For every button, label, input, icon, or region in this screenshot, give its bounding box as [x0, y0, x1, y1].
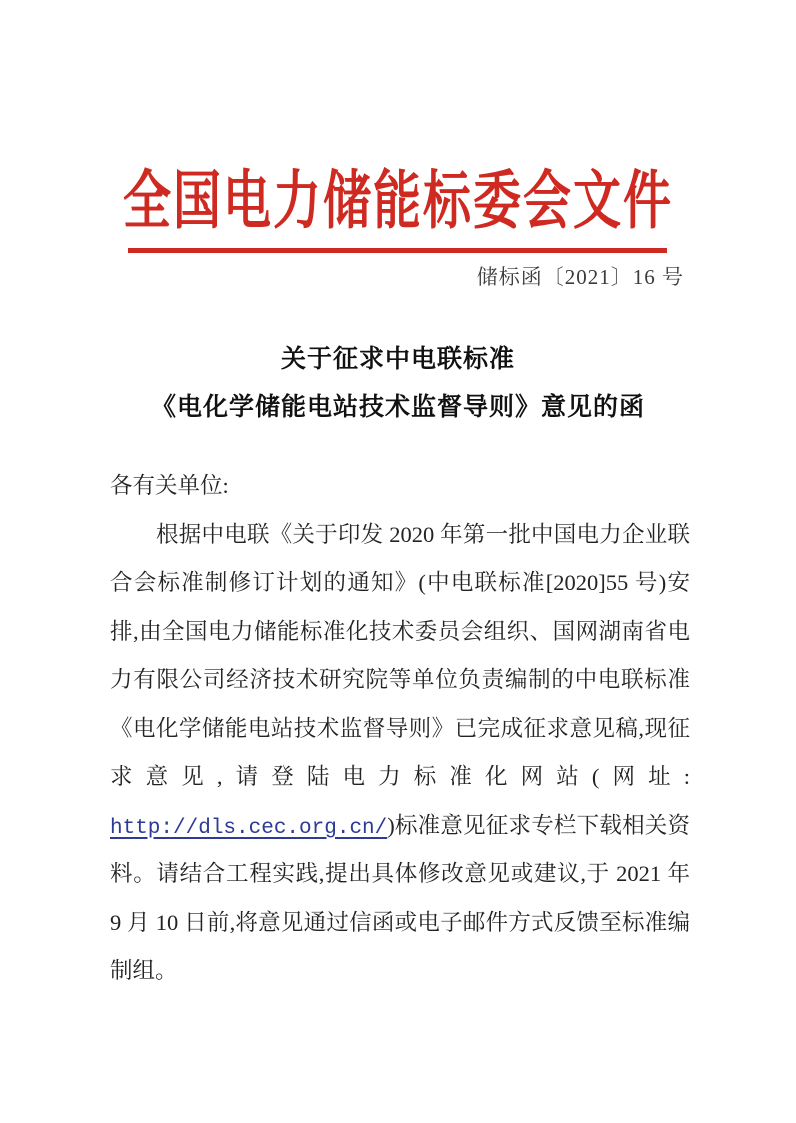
body-line: 求意见,请登陆电力标准化网站(网址: — [110, 764, 690, 789]
letterhead-title: 全国电力储能标委会文件 — [122, 167, 673, 238]
body-line-with-link — [110, 802, 690, 851]
body-line: 合会标准制修订计划的通知》(中电联标准[2020]55 号)安 — [110, 570, 690, 595]
document-number: 储标函〔2021〕16 号 — [476, 265, 684, 289]
body-line: 《电化学储能电站技术监督导则》已完成征求意见稿,现征 — [110, 715, 690, 741]
document-title-line-2: 《电化学储能电站技术监督导则》意见的函 — [150, 394, 645, 421]
red-divider-rule — [128, 248, 667, 253]
document-title — [0, 336, 796, 432]
body-line: 制组。 — [110, 958, 178, 983]
body-line: 排,由全国电力储能标准化技术委员会组织、国网湖南省电 — [110, 618, 690, 644]
body-line: 料。请结合工程实践,提出具体修改意见或建议,于 2021 年 — [110, 861, 690, 886]
body-line: 力有限公司经济技术研究院等单位负责编制的中电联标准 — [110, 667, 690, 692]
salutation: 各有关单位: — [110, 473, 229, 498]
cec-standards-link[interactable]: http://dls.cec.org.cn/ — [110, 816, 388, 840]
document-title-line-1: 关于征求中电联标准 — [280, 346, 515, 373]
body-line: 根据中电联《关于印发 2020 年第一批中国电力企业联 — [156, 521, 690, 547]
body-line: 9 月 10 日前,将意见通过信函或电子邮件方式反馈至标准编 — [110, 909, 690, 935]
document-body — [110, 462, 690, 996]
body-line-after-link: )标准意见征求专栏下载相关资 — [387, 812, 690, 838]
